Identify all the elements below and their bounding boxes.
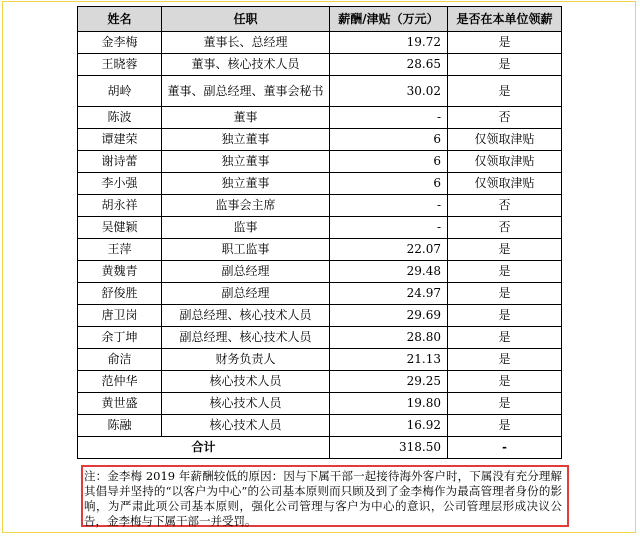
cell-name: 李小强 (78, 173, 162, 195)
cell-position: 董事、核心技术人员 (162, 54, 330, 76)
total-paid-here: - (448, 437, 562, 459)
table-row (78, 151, 562, 173)
cell-position: 副总经理、核心技术人员 (162, 327, 330, 349)
cell-paid-here: 是 (448, 415, 562, 437)
cell-name: 金李梅 (78, 32, 162, 54)
table-row (78, 305, 562, 327)
cell-paid-here: 仅领取津贴 (448, 129, 562, 151)
cell-name: 俞洁 (78, 349, 162, 371)
cell-pay: 16.92 (330, 415, 448, 437)
table-row (78, 327, 562, 349)
cell-pay: 19.72 (330, 32, 448, 54)
cell-pay: 28.80 (330, 327, 448, 349)
cell-position: 核心技术人员 (162, 393, 330, 415)
cell-paid-here: 是 (448, 54, 562, 76)
cell-name: 陈融 (78, 415, 162, 437)
table-row (78, 349, 562, 371)
cell-paid-here: 是 (448, 261, 562, 283)
cell-name: 谭建荣 (78, 129, 162, 151)
cell-position: 独立董事 (162, 129, 330, 151)
cell-pay: 19.80 (330, 393, 448, 415)
table-header-row (78, 7, 562, 32)
cell-name: 黄世盛 (78, 393, 162, 415)
table-row (78, 415, 562, 437)
cell-position: 董事长、总经理 (162, 32, 330, 54)
table-row (78, 173, 562, 195)
cell-pay: 6 (330, 151, 448, 173)
header-position: 任职 (162, 7, 330, 32)
cell-position: 财务负责人 (162, 349, 330, 371)
table-row (78, 371, 562, 393)
cell-name: 王萍 (78, 239, 162, 261)
total-pay: 318.50 (330, 437, 448, 459)
table-row (78, 217, 562, 239)
cell-pay: 6 (330, 173, 448, 195)
table-row (78, 107, 562, 129)
table-row (78, 76, 562, 107)
header-paid-here: 是否在本单位领薪 (448, 7, 562, 32)
cell-paid-here: 是 (448, 283, 562, 305)
cell-paid-here: 是 (448, 76, 562, 107)
table-row (78, 283, 562, 305)
cell-name: 胡岭 (78, 76, 162, 107)
cell-position: 董事、副总经理、董事会秘书 (162, 76, 330, 107)
cell-name: 吴健颖 (78, 217, 162, 239)
cell-paid-here: 仅领取津贴 (448, 173, 562, 195)
table-row (78, 239, 562, 261)
cell-paid-here: 否 (448, 107, 562, 129)
cell-name: 陈波 (78, 107, 162, 129)
cell-paid-here: 是 (448, 305, 562, 327)
table-row (78, 129, 562, 151)
cell-pay: 30.02 (330, 76, 448, 107)
cell-pay: - (330, 107, 448, 129)
cell-position: 监事会主席 (162, 195, 330, 217)
cell-paid-here: 是 (448, 393, 562, 415)
cell-paid-here: 否 (448, 217, 562, 239)
cell-name: 王晓蓉 (78, 54, 162, 76)
cell-position: 董事 (162, 107, 330, 129)
cell-position: 职工监事 (162, 239, 330, 261)
cell-position: 监事 (162, 217, 330, 239)
cell-position: 副总经理、核心技术人员 (162, 305, 330, 327)
cell-pay: 28.65 (330, 54, 448, 76)
cell-name: 谢诗蕾 (78, 151, 162, 173)
cell-paid-here: 是 (448, 239, 562, 261)
table-row (78, 393, 562, 415)
cell-pay: - (330, 195, 448, 217)
cell-name: 唐卫岗 (78, 305, 162, 327)
table-row (78, 32, 562, 54)
cell-position: 独立董事 (162, 173, 330, 195)
cell-name: 黄魏青 (78, 261, 162, 283)
cell-pay: 6 (330, 129, 448, 151)
table-row (78, 54, 562, 76)
header-name: 姓名 (78, 7, 162, 32)
table-row (78, 261, 562, 283)
cell-name: 舒俊胜 (78, 283, 162, 305)
cell-name: 胡永祥 (78, 195, 162, 217)
cell-paid-here: 仅领取津贴 (448, 151, 562, 173)
cell-paid-here: 是 (448, 32, 562, 54)
cell-pay: - (330, 217, 448, 239)
cell-position: 副总经理 (162, 261, 330, 283)
cell-pay: 21.13 (330, 349, 448, 371)
cell-paid-here: 是 (448, 349, 562, 371)
cell-pay: 24.97 (330, 283, 448, 305)
cell-position: 核心技术人员 (162, 415, 330, 437)
cell-position: 核心技术人员 (162, 371, 330, 393)
compensation-table (77, 6, 562, 459)
cell-name: 范仲华 (78, 371, 162, 393)
cell-paid-here: 否 (448, 195, 562, 217)
footnote-text: 注：金李梅 2019 年薪酬较低的原因：因与下属干部一起接待海外客户时，下属没有充分理解其倡导并坚持的“以客户为中心”的公司基本原则而只顾及到了金李梅作为最高管理者身份的影响，为严肃此项公司基本原则，强化公司管理与客户为中心的意识，公司管理层形成决议公告，金李梅与下属干部一并受罚。 (84, 469, 562, 528)
cell-position: 副总经理 (162, 283, 330, 305)
cell-paid-here: 是 (448, 371, 562, 393)
cell-paid-here: 是 (448, 327, 562, 349)
table-row (78, 195, 562, 217)
total-row (78, 437, 562, 459)
cell-name: 余丁坤 (78, 327, 162, 349)
total-label: 合计 (78, 437, 330, 459)
cell-pay: 29.69 (330, 305, 448, 327)
cell-position: 独立董事 (162, 151, 330, 173)
header-pay: 薪酬/津贴（万元） (330, 7, 448, 32)
cell-pay: 22.07 (330, 239, 448, 261)
cell-pay: 29.48 (330, 261, 448, 283)
cell-pay: 29.25 (330, 371, 448, 393)
